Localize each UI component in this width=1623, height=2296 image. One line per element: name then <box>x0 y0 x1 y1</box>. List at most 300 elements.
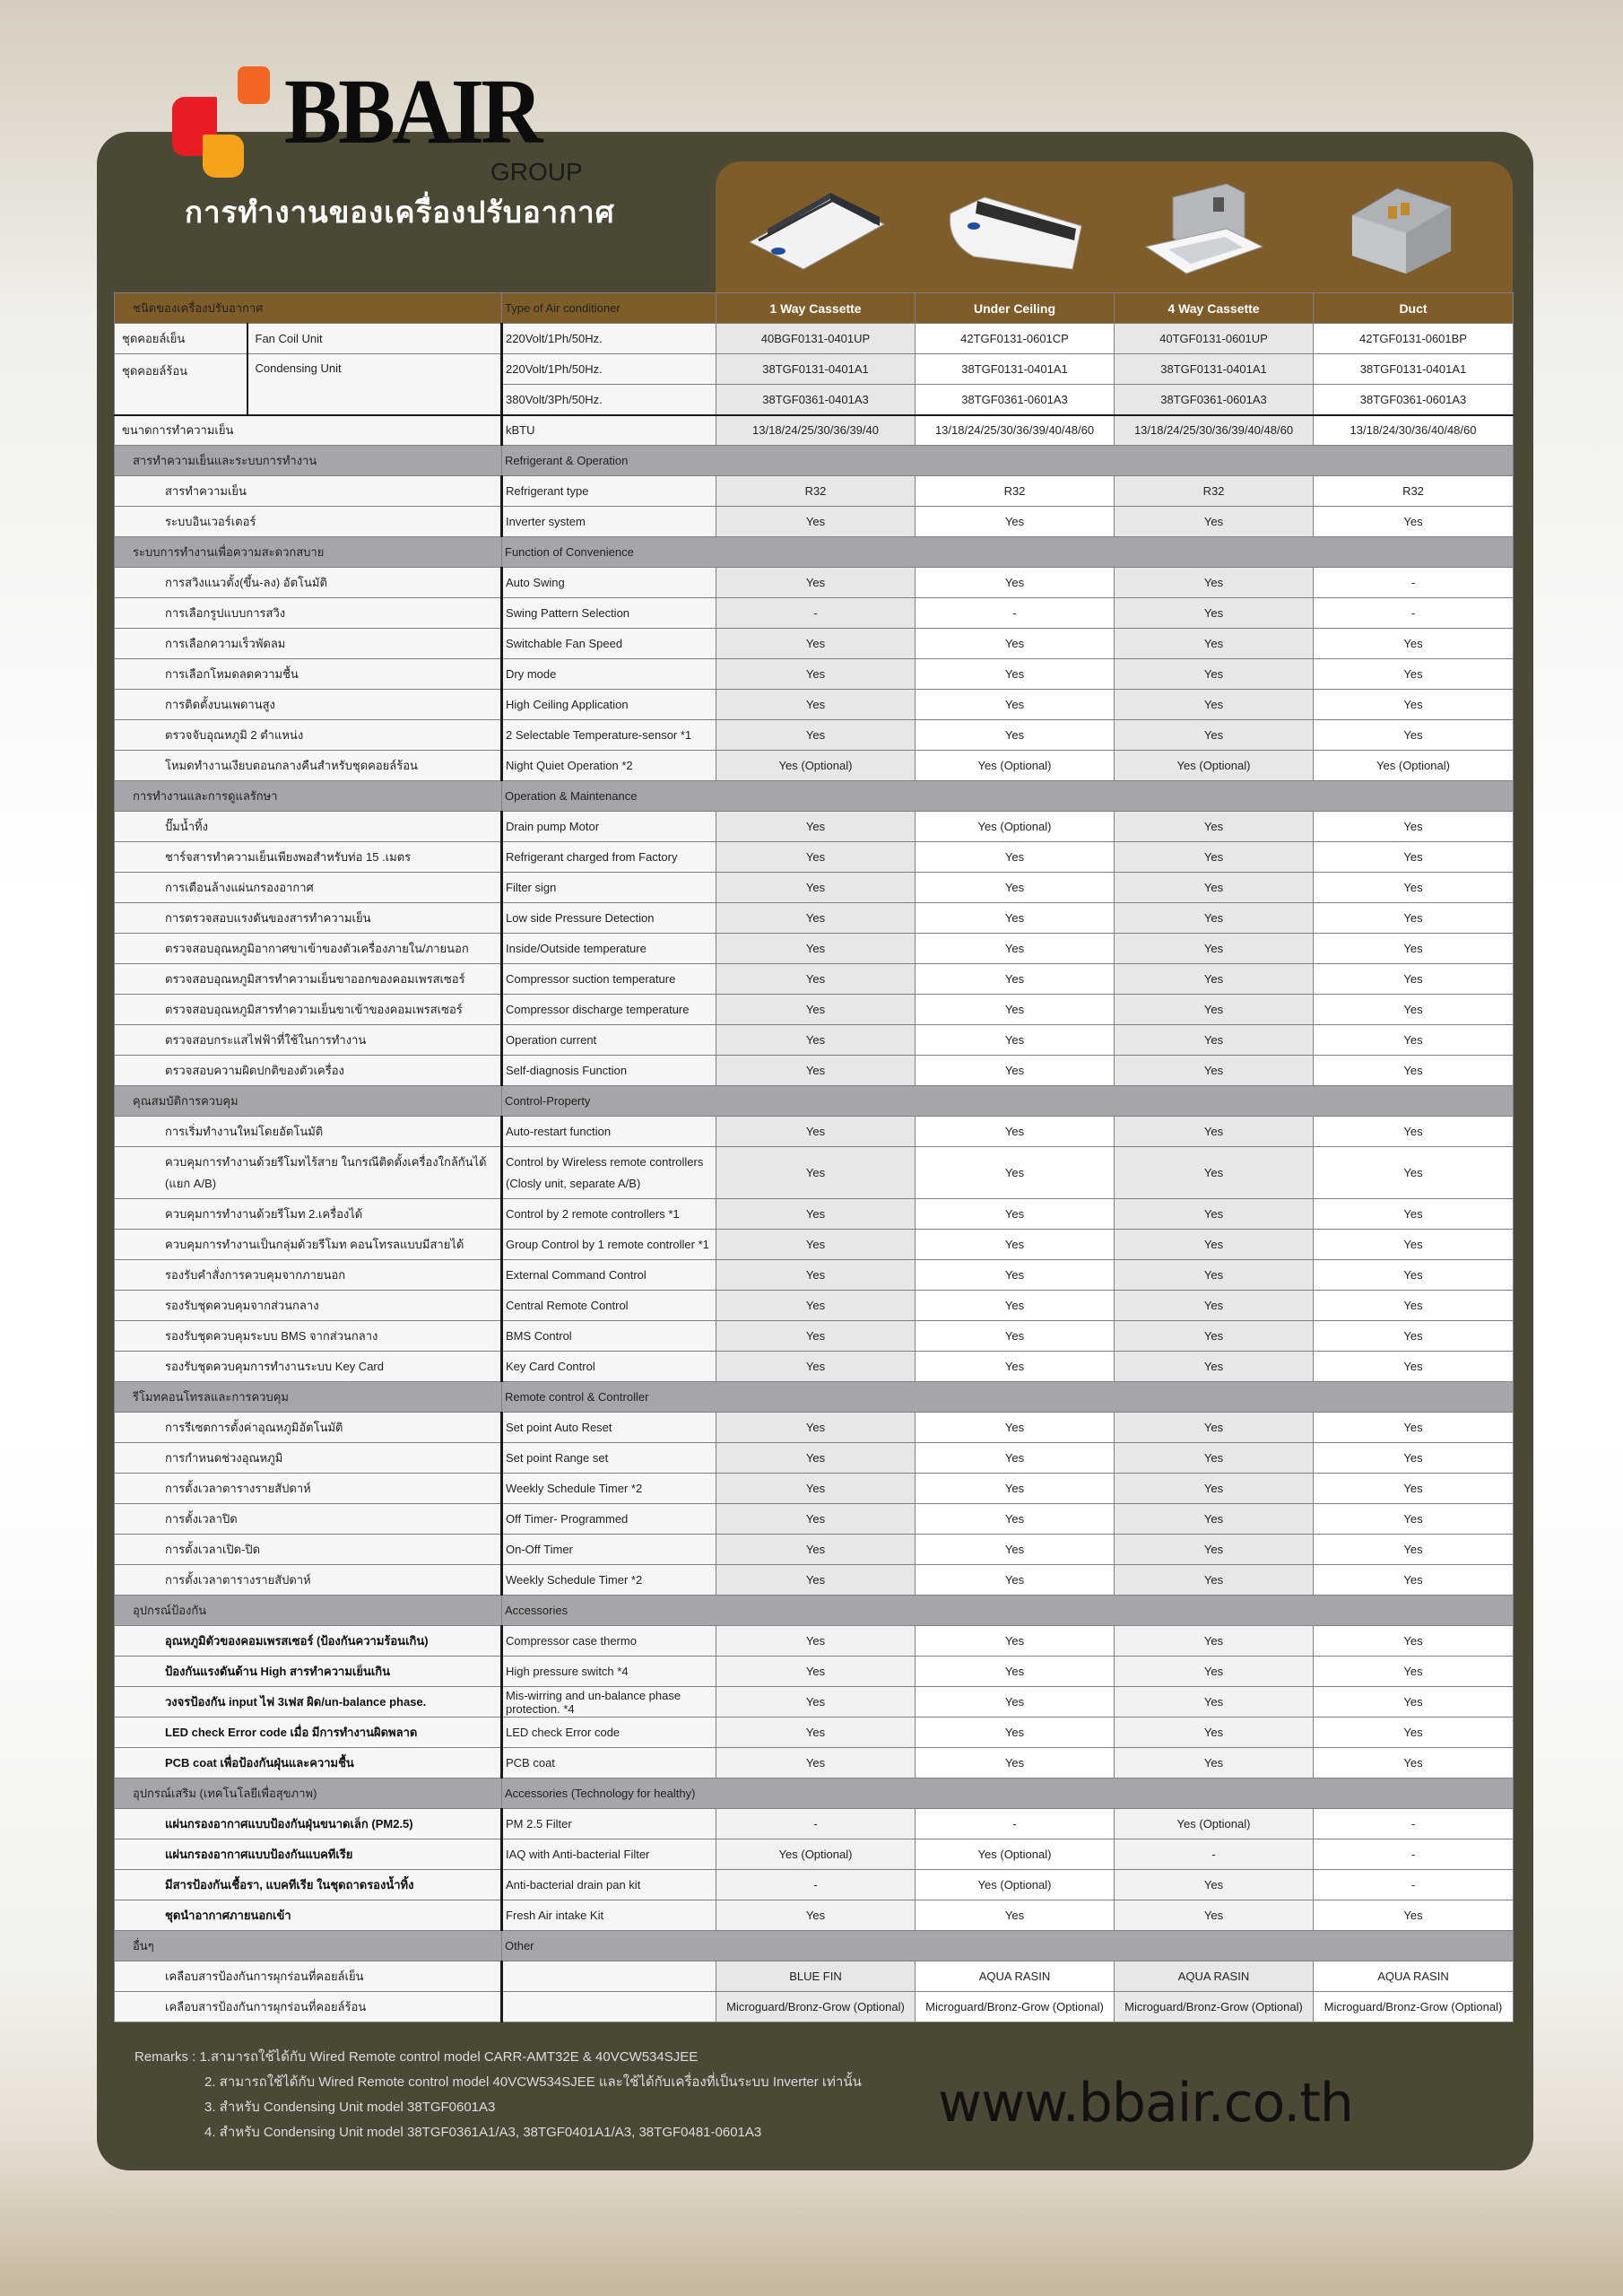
value-cell: Yes <box>1314 1474 1514 1504</box>
feature-th: การกำหนดช่วงอุณหภูมิ <box>115 1443 502 1474</box>
value-cell: Yes <box>716 1025 916 1056</box>
remark-2: 2. สามารถใช้ได้กับ Wired Remote control model 40VCW534SJEE และใช้ได้กับเครื่องที่เป็นระบบ Inverter เท่านั้น <box>204 2074 862 2090</box>
feature-en: Mis-wirring and un-balance phase protection. *4 <box>502 1687 716 1718</box>
value-cell: Yes <box>1115 1321 1314 1352</box>
feature-th: ตรวจจับอุณหภูมิ 2 ตำแหน่ง <box>115 720 502 751</box>
feature-en: Low side Pressure Detection <box>502 903 716 934</box>
condensing-en: Condensing Unit <box>247 354 502 415</box>
value-cell: Yes <box>716 873 916 903</box>
value-cell: Yes <box>1115 995 1314 1025</box>
value-cell: Yes <box>716 659 916 690</box>
value-cell: - <box>1314 1839 1514 1870</box>
value-cell: Yes <box>1314 1147 1514 1199</box>
feature-en: PM 2.5 Filter <box>502 1809 716 1839</box>
value-cell: Yes <box>716 1900 916 1931</box>
table-row <box>115 1687 1514 1718</box>
table-row <box>115 842 1514 873</box>
model-cell: 40TGF0131-0601UP <box>1115 324 1314 354</box>
feature-th: รองรับชุดควบคุมการทำงานระบบ Key Card <box>115 1352 502 1382</box>
feature-en: Central Remote Control <box>502 1291 716 1321</box>
value-cell: Yes <box>1314 629 1514 659</box>
value-cell: Yes <box>1115 1687 1314 1718</box>
feature-th: การตั้งเวลาตารางรายสัปดาห์ <box>115 1474 502 1504</box>
feature-th: ชาร์จสารทำความเย็นเพียงพอสำหรับท่อ 15 .เมตร <box>115 842 502 873</box>
value-cell: Yes <box>1314 873 1514 903</box>
feature-en: Control by 2 remote controllers *1 <box>502 1199 716 1230</box>
value-cell: Yes <box>1314 1413 1514 1443</box>
feature-en: Inside/Outside temperature <box>502 934 716 964</box>
table-row <box>115 903 1514 934</box>
table-row <box>115 1809 1514 1839</box>
value-cell: Yes (Optional) <box>916 1870 1115 1900</box>
feature-th: วงจรป้องกัน input ไฟ 3เฟส ผิด/un-balance phase. <box>115 1687 502 1718</box>
header-type-th: ชนิดของเครื่องปรับอากาศ <box>115 293 502 324</box>
value-cell: Yes <box>716 1565 916 1596</box>
value-cell: Yes <box>1115 1870 1314 1900</box>
value-cell: Yes <box>1115 1117 1314 1147</box>
model-cell: 38TGF0131-0401A1 <box>1115 354 1314 385</box>
value-cell: Yes <box>1115 1626 1314 1657</box>
feature-th: ตรวจสอบความผิดปกติของตัวเครื่อง <box>115 1056 502 1086</box>
value-cell: Yes <box>1115 1230 1314 1260</box>
header-type-en: Type of Air conditioner <box>502 293 716 324</box>
feature-en: Compressor discharge temperature <box>502 995 716 1025</box>
table-row <box>115 476 1514 507</box>
value-cell: Yes <box>916 1443 1115 1474</box>
4-way-cassette-image <box>1128 179 1289 278</box>
product-photo-band <box>716 161 1513 292</box>
feature-th: ตรวจสอบกระแสไฟฟ้าที่ใช้ในการทำงาน <box>115 1025 502 1056</box>
value-cell: Yes (Optional) <box>1115 751 1314 781</box>
value-cell: Yes (Optional) <box>716 1839 916 1870</box>
value-cell: Yes <box>1115 1199 1314 1230</box>
model-cell: 38TGF0361-0401A3 <box>716 385 916 415</box>
value-cell: Yes <box>916 1199 1115 1230</box>
feature-th: การสวิงแนวตั้ง(ขึ้น-ลง) อัตโนมัติ <box>115 568 502 598</box>
feature-th: ชุดนำอากาศภายนอกเข้า <box>115 1900 502 1931</box>
table-row <box>115 1056 1514 1086</box>
value-cell: Yes <box>1314 1626 1514 1657</box>
logo-square-yellow <box>203 135 244 178</box>
value-cell: Microguard/Bronz-Grow (Optional) <box>1115 1992 1314 2022</box>
value-cell: Yes <box>1115 629 1314 659</box>
value-cell: Yes <box>1314 720 1514 751</box>
model-cell: 38TGF0361-0601A3 <box>1115 385 1314 415</box>
remark-3: 3. สำหรับ Condensing Unit model 38TGF0601A3 <box>204 2100 496 2115</box>
value-cell: Microguard/Bronz-Grow (Optional) <box>916 1992 1115 2022</box>
value-cell: R32 <box>716 476 916 507</box>
feature-th: การเตือนล้างแผ่นกรองอากาศ <box>115 873 502 903</box>
table-row <box>115 1291 1514 1321</box>
remarks <box>135 2045 862 2145</box>
table-row <box>115 720 1514 751</box>
section-title-th: คุณสมบัติการควบคุม <box>115 1086 502 1117</box>
model-cell: 38TGF0361-0601A3 <box>916 385 1115 415</box>
capacity-th: ขนาดการทำความเย็น <box>115 415 502 446</box>
table-row <box>115 1199 1514 1230</box>
feature-th: การเริ่มทำงานใหม่โดยอัตโนมัติ <box>115 1117 502 1147</box>
table-row <box>115 1565 1514 1596</box>
feature-th: สารทำความเย็น <box>115 476 502 507</box>
fan-coil-en: Fan Coil Unit <box>247 324 502 354</box>
table-row <box>115 507 1514 537</box>
value-cell: Yes <box>716 1504 916 1535</box>
section-title-th: อุปกรณ์เสริม (เทคโนโลยีเพื่อสุขภาพ) <box>115 1779 502 1809</box>
model-cell: 42TGF0131-0601BP <box>1314 324 1514 354</box>
table-row <box>115 1748 1514 1779</box>
value-cell: Yes <box>1314 1291 1514 1321</box>
section-header-row <box>115 446 1514 476</box>
value-cell: Yes <box>716 629 916 659</box>
value-cell: Yes <box>1314 1025 1514 1056</box>
table-row <box>115 995 1514 1025</box>
product-name-under-ceiling: Under Ceiling <box>916 293 1115 324</box>
value-cell: Yes <box>916 507 1115 537</box>
value-cell: Yes <box>1115 1900 1314 1931</box>
value-cell: AQUA RASIN <box>1314 1961 1514 1992</box>
fan-coil-th: ชุดคอยล์เย็น <box>115 324 247 354</box>
value-cell: Yes <box>716 1199 916 1230</box>
table-row <box>115 1025 1514 1056</box>
value-cell: Yes <box>1314 1718 1514 1748</box>
value-cell: Yes <box>716 995 916 1025</box>
value-cell: Yes <box>916 995 1115 1025</box>
feature-th: ระบบอินเวอร์เตอร์ <box>115 507 502 537</box>
section-title-th: อุปกรณ์ป้องกัน <box>115 1596 502 1626</box>
feature-th: LED check Error code เมื่อ มีการทำงานผิดพลาด <box>115 1718 502 1748</box>
value-cell: Yes <box>916 659 1115 690</box>
table-row <box>115 1961 1514 1992</box>
feature-en: Operation current <box>502 1025 716 1056</box>
feature-en: Fresh Air intake Kit <box>502 1900 716 1931</box>
table-row <box>115 1147 1514 1199</box>
feature-th: ป้องกันแรงดันด้าน High สารทำความเย็นเกิน <box>115 1657 502 1687</box>
feature-en: External Command Control <box>502 1260 716 1291</box>
value-cell: Yes <box>1115 1147 1314 1199</box>
value-cell: Yes <box>716 690 916 720</box>
value-cell: Yes <box>1115 1260 1314 1291</box>
value-cell: Yes <box>916 1626 1115 1657</box>
value-cell: Yes <box>1314 1199 1514 1230</box>
value-cell: Yes <box>716 720 916 751</box>
section-header-row <box>115 1382 1514 1413</box>
value-cell: Yes (Optional) <box>1115 1809 1314 1839</box>
value-cell: Yes <box>716 1117 916 1147</box>
value-cell: Yes <box>916 873 1115 903</box>
value-cell: Yes <box>1115 812 1314 842</box>
capacity-cell: 13/18/24/25/30/36/39/40/48/60 <box>916 415 1115 446</box>
table-row <box>115 1626 1514 1657</box>
feature-en: Night Quiet Operation *2 <box>502 751 716 781</box>
value-cell: Yes <box>1314 1321 1514 1352</box>
table-row <box>115 629 1514 659</box>
section-title-en: Other <box>502 1931 1514 1961</box>
fan-coil-row <box>115 324 1514 354</box>
value-cell: Yes <box>1115 1504 1314 1535</box>
model-cell: 38TGF0131-0401A1 <box>1314 354 1514 385</box>
value-cell: Yes <box>1115 1535 1314 1565</box>
feature-en: PCB coat <box>502 1748 716 1779</box>
section-title-th: การทำงานและการดูแลรักษา <box>115 781 502 812</box>
feature-th: การรีเซตการตั้งค่าอุณหภูมิอัตโนมัติ <box>115 1413 502 1443</box>
value-cell: Yes <box>716 842 916 873</box>
feature-en: Weekly Schedule Timer *2 <box>502 1474 716 1504</box>
section-header-row <box>115 1596 1514 1626</box>
value-cell: Yes <box>916 1117 1115 1147</box>
table-row <box>115 1260 1514 1291</box>
product-name-4-way-cassette: 4 Way Cassette <box>1115 293 1314 324</box>
table-row <box>115 1535 1514 1565</box>
value-cell: Yes <box>1314 1748 1514 1779</box>
value-cell: - <box>916 1809 1115 1839</box>
table-row <box>115 873 1514 903</box>
value-cell: Yes <box>1115 873 1314 903</box>
table-row <box>115 1657 1514 1687</box>
feature-th: การเลือกรูปแบบการสวิง <box>115 598 502 629</box>
section-title-en: Control-Property <box>502 1086 1514 1117</box>
logo-square-orange <box>238 66 270 104</box>
product-name-duct: Duct <box>1314 293 1514 324</box>
value-cell: Yes <box>916 1565 1115 1596</box>
value-cell: Yes <box>716 1230 916 1260</box>
value-cell: Yes <box>916 1230 1115 1260</box>
section-header-row <box>115 1931 1514 1961</box>
value-cell: Yes <box>716 568 916 598</box>
condensing-1ph-power: 220Volt/1Ph/50Hz. <box>502 354 716 385</box>
value-cell: Yes <box>916 690 1115 720</box>
value-cell: Yes <box>1115 598 1314 629</box>
table-row <box>115 690 1514 720</box>
table-row <box>115 1992 1514 2022</box>
value-cell: Yes <box>716 1260 916 1291</box>
feature-en: Compressor suction temperature <box>502 964 716 995</box>
feature-th: การตรวจสอบแรงดันของสารทำความเย็น <box>115 903 502 934</box>
feature-en: Switchable Fan Speed <box>502 629 716 659</box>
section-title-th: อื่นๆ <box>115 1931 502 1961</box>
table-row <box>115 1839 1514 1870</box>
value-cell: Yes <box>716 1321 916 1352</box>
value-cell: Yes <box>1314 690 1514 720</box>
value-cell: Yes <box>1115 1025 1314 1056</box>
feature-th: การตั้งเวลาตารางรายสัปดาห์ <box>115 1565 502 1596</box>
value-cell: - <box>1314 568 1514 598</box>
value-cell: Yes <box>1314 1565 1514 1596</box>
table-row <box>115 659 1514 690</box>
table-row <box>115 1352 1514 1382</box>
section-header-row <box>115 781 1514 812</box>
feature-en <box>502 1992 716 2022</box>
feature-th: ควบคุมการทำงานเป็นกลุ่มด้วยรีโมท คอนโทรลแบบมีสายได้ <box>115 1230 502 1260</box>
condensing-1ph-row <box>115 354 1514 385</box>
value-cell: Yes <box>1115 1748 1314 1779</box>
feature-en: Refrigerant charged from Factory <box>502 842 716 873</box>
feature-en: Compressor case thermo <box>502 1626 716 1657</box>
section-header-row <box>115 1779 1514 1809</box>
value-cell: Yes <box>1115 1657 1314 1687</box>
value-cell: Yes (Optional) <box>916 751 1115 781</box>
feature-th: แผ่นกรองอากาศแบบป้องกันฝุ่นขนาดเล็ก (PM2.5) <box>115 1809 502 1839</box>
value-cell: Yes <box>916 903 1115 934</box>
feature-en: LED check Error code <box>502 1718 716 1748</box>
value-cell: Yes <box>1314 1687 1514 1718</box>
table-row <box>115 1474 1514 1504</box>
model-cell: 42TGF0131-0601CP <box>916 324 1115 354</box>
value-cell: Yes <box>916 1535 1115 1565</box>
value-cell: Yes <box>1314 903 1514 934</box>
remark-4: 4. สำหรับ Condensing Unit model 38TGF0361A1/A3, 38TGF0401A1/A3, 38TGF0481-0601A3 <box>204 2125 762 2140</box>
section-header-row <box>115 537 1514 568</box>
table-row <box>115 598 1514 629</box>
value-cell: Yes <box>1314 1117 1514 1147</box>
value-cell: Yes <box>716 812 916 842</box>
value-cell: Yes <box>716 1056 916 1086</box>
value-cell: Yes <box>916 842 1115 873</box>
table-row <box>115 1117 1514 1147</box>
model-cell: 38TGF0131-0401A1 <box>716 354 916 385</box>
feature-en: Filter sign <box>502 873 716 903</box>
value-cell: Yes <box>916 1147 1115 1199</box>
feature-en: Inverter system <box>502 507 716 537</box>
value-cell: Yes <box>1115 1413 1314 1443</box>
value-cell: Yes <box>1314 659 1514 690</box>
feature-en: High pressure switch *4 <box>502 1657 716 1687</box>
feature-th: รองรับชุดควบคุมระบบ BMS จากส่วนกลาง <box>115 1321 502 1352</box>
value-cell: - <box>716 598 916 629</box>
feature-th: แผ่นกรองอากาศแบบป้องกันแบคทีเรีย <box>115 1839 502 1870</box>
table-row <box>115 1443 1514 1474</box>
feature-en <box>502 1961 716 1992</box>
value-cell: Yes <box>1115 568 1314 598</box>
feature-th: รองรับชุดควบคุมจากส่วนกลาง <box>115 1291 502 1321</box>
value-cell: Yes <box>1314 995 1514 1025</box>
section-title-en: Accessories <box>502 1596 1514 1626</box>
feature-en: Set point Range set <box>502 1443 716 1474</box>
value-cell: Yes <box>916 1504 1115 1535</box>
under-ceiling-image <box>931 179 1092 278</box>
value-cell: Yes <box>1115 659 1314 690</box>
value-cell: Yes <box>916 1657 1115 1687</box>
value-cell: - <box>716 1870 916 1900</box>
section-header-row <box>115 1086 1514 1117</box>
model-cell: 38TGF0361-0601A3 <box>1314 385 1514 415</box>
spec-table <box>114 292 1514 2022</box>
value-cell: Yes <box>716 1474 916 1504</box>
section-title-en: Function of Convenience <box>502 537 1514 568</box>
brand-sub: GROUP <box>490 158 583 186</box>
feature-th: ตรวจสอบอุณหภูมิสารทำความเย็นขาเข้าของคอมเพรสเซอร์ <box>115 995 502 1025</box>
feature-en: Key Card Control <box>502 1352 716 1382</box>
value-cell: - <box>1314 1809 1514 1839</box>
value-cell: Yes <box>1314 964 1514 995</box>
table-row <box>115 1900 1514 1931</box>
table-row <box>115 812 1514 842</box>
condensing-3ph-power: 380Volt/3Ph/50Hz. <box>502 385 716 415</box>
feature-en: 2 Selectable Temperature-sensor *1 <box>502 720 716 751</box>
value-cell: Yes <box>1115 903 1314 934</box>
capacity-en: kBTU <box>502 415 716 446</box>
feature-th: การตั้งเวลาเปิด-ปิด <box>115 1535 502 1565</box>
table-row <box>115 964 1514 995</box>
capacity-cell: 13/18/24/30/36/40/48/60 <box>1314 415 1514 446</box>
condensing-th: ชุดคอยล์ร้อน <box>115 354 247 415</box>
value-cell: Yes <box>716 1291 916 1321</box>
value-cell: Yes <box>916 964 1115 995</box>
value-cell: Yes <box>1314 1504 1514 1535</box>
value-cell: Yes <box>716 1443 916 1474</box>
value-cell: Yes <box>916 1900 1115 1931</box>
table-row <box>115 1870 1514 1900</box>
value-cell: Yes <box>716 934 916 964</box>
value-cell: Yes <box>1314 1900 1514 1931</box>
table-row <box>115 1230 1514 1260</box>
feature-en: Self-diagnosis Function <box>502 1056 716 1086</box>
value-cell: Yes <box>1314 1260 1514 1291</box>
feature-th: เคลือบสารป้องกันการผุกร่อนที่คอยล์เย็น <box>115 1961 502 1992</box>
section-title-th: ระบบการทำงานเพื่อความสะดวกสบาย <box>115 537 502 568</box>
value-cell: Yes <box>1115 690 1314 720</box>
value-cell: Yes <box>716 1147 916 1199</box>
value-cell: Yes <box>716 964 916 995</box>
section-title-en: Refrigerant & Operation <box>502 446 1514 476</box>
feature-en: Group Control by 1 remote controller *1 <box>502 1230 716 1260</box>
table-row <box>115 1321 1514 1352</box>
feature-en: Dry mode <box>502 659 716 690</box>
value-cell: Yes <box>716 1748 916 1779</box>
value-cell: Yes <box>1115 842 1314 873</box>
value-cell: Yes <box>1115 720 1314 751</box>
value-cell: Yes <box>1115 1565 1314 1596</box>
duct-unit-image <box>1325 179 1487 278</box>
value-cell: R32 <box>1115 476 1314 507</box>
fan-coil-power: 220Volt/1Ph/50Hz. <box>502 324 716 354</box>
page-title: การทำงานของเครื่องปรับอากาศ <box>185 196 615 229</box>
section-title-th: รีโมทคอนโทรลและการควบคุม <box>115 1382 502 1413</box>
value-cell: Yes (Optional) <box>716 751 916 781</box>
value-cell: Yes <box>716 1352 916 1382</box>
value-cell: Yes <box>1115 964 1314 995</box>
value-cell: Yes <box>916 1260 1115 1291</box>
value-cell: Yes <box>1314 1535 1514 1565</box>
value-cell: Yes <box>1314 1443 1514 1474</box>
feature-en: Drain pump Motor <box>502 812 716 842</box>
remark-1: Remarks : 1.สามารถใช้ได้กับ Wired Remote control model CARR-AMT32E & 40VCW534SJEE <box>135 2049 699 2065</box>
value-cell: Yes <box>716 1718 916 1748</box>
feature-th: การติดตั้งบนเพดานสูง <box>115 690 502 720</box>
section-title-th: สารทำความเย็นและระบบการทำงาน <box>115 446 502 476</box>
feature-th: การตั้งเวลาปิด <box>115 1504 502 1535</box>
table-row <box>115 1718 1514 1748</box>
value-cell: Yes <box>916 1352 1115 1382</box>
value-cell: Yes <box>1314 812 1514 842</box>
feature-en: On-Off Timer <box>502 1535 716 1565</box>
model-cell: 40BGF0131-0401UP <box>716 324 916 354</box>
value-cell: Yes <box>916 1291 1115 1321</box>
feature-en: Control by Wireless remote controllers (Closly unit, separate A/B) <box>502 1147 716 1199</box>
feature-th: อุณหภูมิตัวของคอมเพรสเซอร์ (ป้องกันความร้อนเกิน) <box>115 1626 502 1657</box>
feature-en: Anti-bacterial drain pan kit <box>502 1870 716 1900</box>
value-cell: Yes <box>916 1056 1115 1086</box>
value-cell: Yes <box>716 1535 916 1565</box>
value-cell: Yes <box>1314 1230 1514 1260</box>
value-cell: Yes <box>716 1687 916 1718</box>
value-cell: Microguard/Bronz-Grow (Optional) <box>716 1992 916 2022</box>
table-row <box>115 1413 1514 1443</box>
value-cell: AQUA RASIN <box>916 1961 1115 1992</box>
value-cell: - <box>1314 1870 1514 1900</box>
table-header-row <box>115 293 1514 324</box>
feature-th: มีสารป้องกันเชื้อรา, แบคทีเรีย ในชุดถาดรองน้ำทิ้ง <box>115 1870 502 1900</box>
value-cell: Yes <box>1115 934 1314 964</box>
